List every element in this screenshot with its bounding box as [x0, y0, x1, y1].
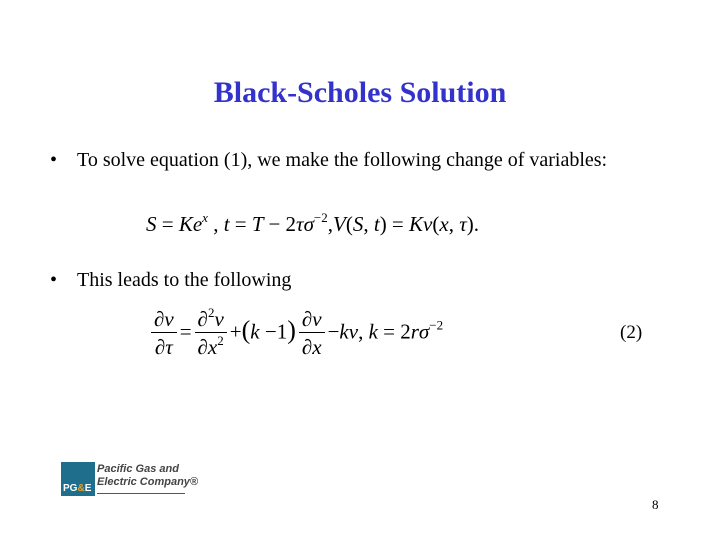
company-name-line2: Electric Company® — [97, 476, 199, 488]
logo-letters: PG&E — [63, 483, 92, 494]
bullet-marker: • — [50, 149, 58, 171]
bullet-text: To solve equation (1), we make the following change of variables: — [77, 149, 608, 171]
equation-pde: $\frac{\partial v}{\partial\tau}$ = $\frac{\partial^2v}{\partial x^2}$ +(k −1) $\frac{\partial v}{\partial x}$ −kv, $k = 2r\sigma^{-2}$ — [148, 306, 443, 361]
page-number: 8 — [652, 497, 659, 512]
bullet-marker: • — [50, 269, 58, 291]
equation-change-of-variables: $S = Ke^x$ , $t = T - 2\tau\sigma^{-2},V(S$, t) = Kv(x, τ). — [146, 210, 479, 236]
equation-number: (2) — [620, 322, 643, 343]
pge-logo-mark — [61, 462, 95, 496]
logo-underline — [97, 493, 185, 494]
slide-title: Black-Scholes Solution — [213, 76, 507, 109]
company-name-line1: Pacific Gas and — [97, 463, 179, 475]
company-name — [97, 463, 198, 489]
bullet-text: This leads to the following — [77, 269, 292, 291]
